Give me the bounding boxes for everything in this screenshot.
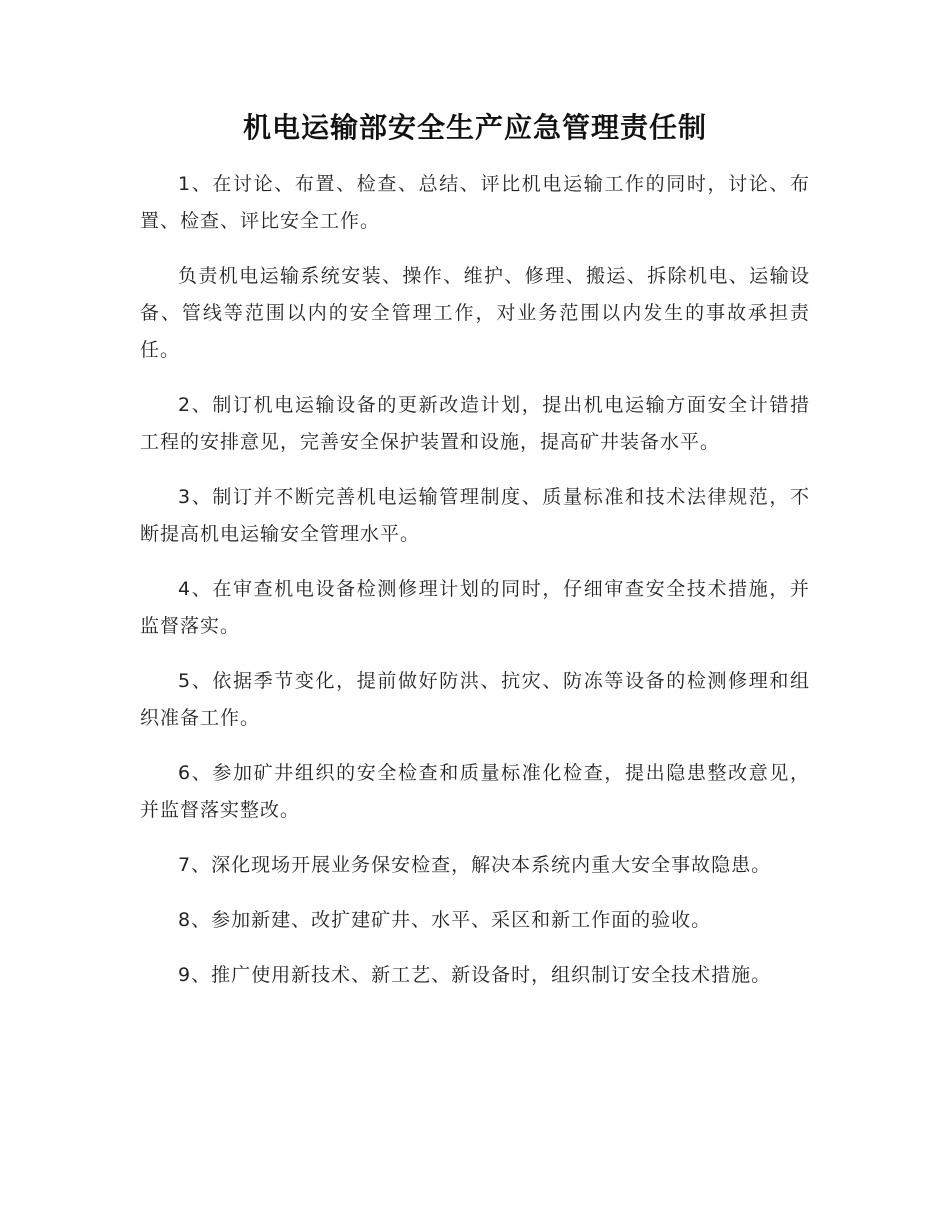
paragraph-1-continued: 负责机电运输系统安装、操作、维护、修理、搬运、拆除机电、运输设备、管线等范围以内的安全管理工作，对业务范围以内发生的事故承担责任。 bbox=[140, 265, 810, 361]
paragraph-3: 3、制订并不断完善机电运输管理制度、质量标准和技术法律规范，不断提高机电运输安全管理水平。 bbox=[140, 486, 810, 545]
paragraph-8: 8、参加新建、改扩建矿井、水平、采区和新工作面的验收。 bbox=[178, 909, 712, 931]
paragraph-6: 6、参加矿井组织的安全检查和质量标准化检查，提出隐患整改意见，并监督落实整改。 bbox=[140, 762, 810, 821]
document-title: 机电运输部安全生产应急管理责任制 bbox=[242, 111, 707, 144]
paragraph-9: 9、推广使用新技术、新工艺、新设备时，组织制订安全技术措施。 bbox=[178, 964, 772, 986]
paragraph-1: 1、在讨论、布置、检查、总结、评比机电运输工作的同时，讨论、布置、检查、评比安全工作。 bbox=[140, 173, 810, 232]
paragraph-2: 2、制订机电运输设备的更新改造计划，提出机电运输方面安全计错措工程的安排意见，完善安全保护装置和设施，提高矿井装备水平。 bbox=[140, 394, 810, 453]
paragraph-5: 5、依据季节变化，提前做好防洪、抗灾、防冻等设备的检测修理和组织准备工作。 bbox=[140, 670, 810, 729]
document-body bbox=[140, 166, 810, 1012]
paragraph-7: 7、深化现场开展业务保安检查，解决本系统内重大安全事故隐患。 bbox=[178, 854, 772, 876]
paragraph-4: 4、在审查机电设备检测修理计划的同时，仔细审查安全技术措施，并监督落实。 bbox=[140, 578, 810, 637]
